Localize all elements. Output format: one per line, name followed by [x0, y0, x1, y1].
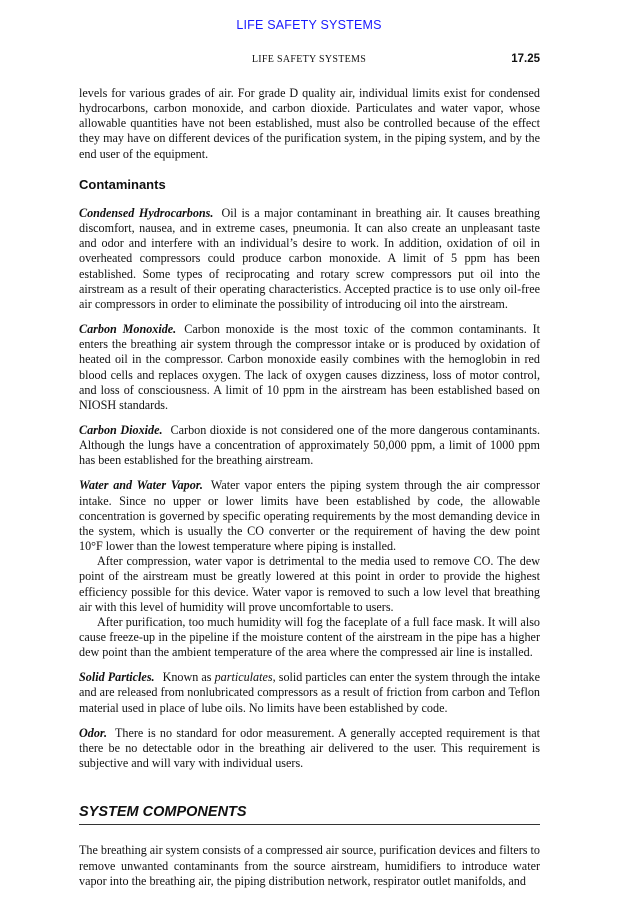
body-text [79, 86, 540, 889]
contaminants-heading: Contaminants [79, 176, 166, 192]
page-number: 17.25 [511, 53, 540, 65]
running-head: LIFE SAFETY SYSTEMS [251, 54, 367, 65]
run-in-heading: Water and Water Vapor. [79, 478, 203, 493]
run-in-heading: Carbon Monoxide. [79, 322, 177, 337]
intro-paragraph: levels for various grades of air. For grade D quality air, individual limits exist for condensed hydrocarbons, carbon monoxide, and carbon dioxide. Particulates and water vapor, whose allowable quantities have not been established, must also be controlled because of the effect they may have on different devices of the purification system, in the piping system, and by the end user of the equipment. [79, 86, 540, 161]
carbon-dioxide-paragraph [79, 423, 540, 468]
water-vapor-paragraph [79, 478, 540, 554]
carbon-monoxide-paragraph [79, 322, 540, 413]
paragraph-text: Oil is a major contaminant in breathing air. It causes breathing discomfort, nausea, and in extreme cases, pneumonia. It can also create an unpleasant taste and odor and interfere with an individual’s desire to work. In addition, oxidation of oil in overheated compressors could produce carbon monoxide. A limit of 5 ppm has been established. Some types of reciprocating and rotary screw compressors put oil into the airstream as a result of their operating characteristics. Accepted practice is to use only oil-free air compressors in order to eliminate the possibility of introducing oil into the airstream. [79, 205, 540, 311]
run-in-heading: Solid Particles. [79, 670, 155, 685]
water-vapor-paragraph-3: After purification, too much humidity will fog the faceplate of a full face mask. It will also cause freeze-up in the pipeline if the moisture content of the airstream in the pipe has a higher dew point than the ambient temperature of the area where the compressed air line is installed. [79, 614, 540, 660]
water-vapor-paragraph-2: After compression, water vapor is detrimental to the media used to remove CO. The dew point of the airstream must be greatly lowered at this point in order to provide the highest efficiency possible for this device. Water vapor is removed to such a low level that breathing air with this level of humidity will prove uncomfortable to users. [79, 554, 540, 614]
paragraph-text: , solid particles can enter the system through the intake and are released from nonlubricated compressors as a result of friction from carbon and Teflon material used in place of lube oils. No limits have been established by code. [79, 670, 540, 715]
section-heading: SYSTEM COMPONENTS [79, 805, 540, 825]
odor-paragraph [79, 726, 540, 771]
paragraph-text: Water vapor enters the piping system through the air compressor intake. Since no upper or lower limits have been established by code, the allowable concentration is governed by specific operating requirements by the most demanding device in the system, which is usually the CO converter or the requirement of having the dew point 10°F lower than the lowest temperature where piping is installed. [79, 478, 540, 554]
solid-particles-paragraph [79, 670, 540, 715]
paragraph-text: Known as [162, 670, 215, 685]
emphasis-term: particulates [214, 670, 273, 685]
run-in-heading: Condensed Hydrocarbons. [79, 205, 214, 220]
top-banner: LIFE SAFETY SYSTEMS [236, 18, 382, 32]
run-in-heading: Carbon Dioxide. [79, 422, 163, 437]
paragraph-text: There is no standard for odor measurement. A generally accepted requirement is that there be no detectable odor in the breathing air delivered to the user. This requirement is subjective and will vary with individual users. [79, 725, 540, 771]
paragraph-text: Carbon dioxide is not considered one of the more dangerous contaminants. Although the lungs have a concentration of approximately 50,000 ppm, a limit of 1000 ppm has been established for the breathing airstream. [79, 422, 540, 468]
paragraph-text: Carbon monoxide is the most toxic of the common contaminants. It enters the breathing air system through the compressor intake or is produced by oxidation of heated oil in the compressor. Carbon monoxide easily combines with the hemoglobin in red blood cells and replaces oxygen. The lack of oxygen causes dizziness, loss of motor control, and loss of consciousness. A limit of 10 ppm in the airstream has been established based on NIOSH standards. [79, 322, 540, 412]
system-components-paragraph: The breathing air system consists of a compressed air source, purification devices and filters to remove unwanted contaminants from the source airstream, humidifiers to introduce water vapor into the breathing air, the piping distribution network, respirator outlet manifolds, and [79, 843, 540, 888]
condensed-hydrocarbons-paragraph [79, 206, 540, 312]
run-in-heading: Odor. [79, 725, 107, 740]
